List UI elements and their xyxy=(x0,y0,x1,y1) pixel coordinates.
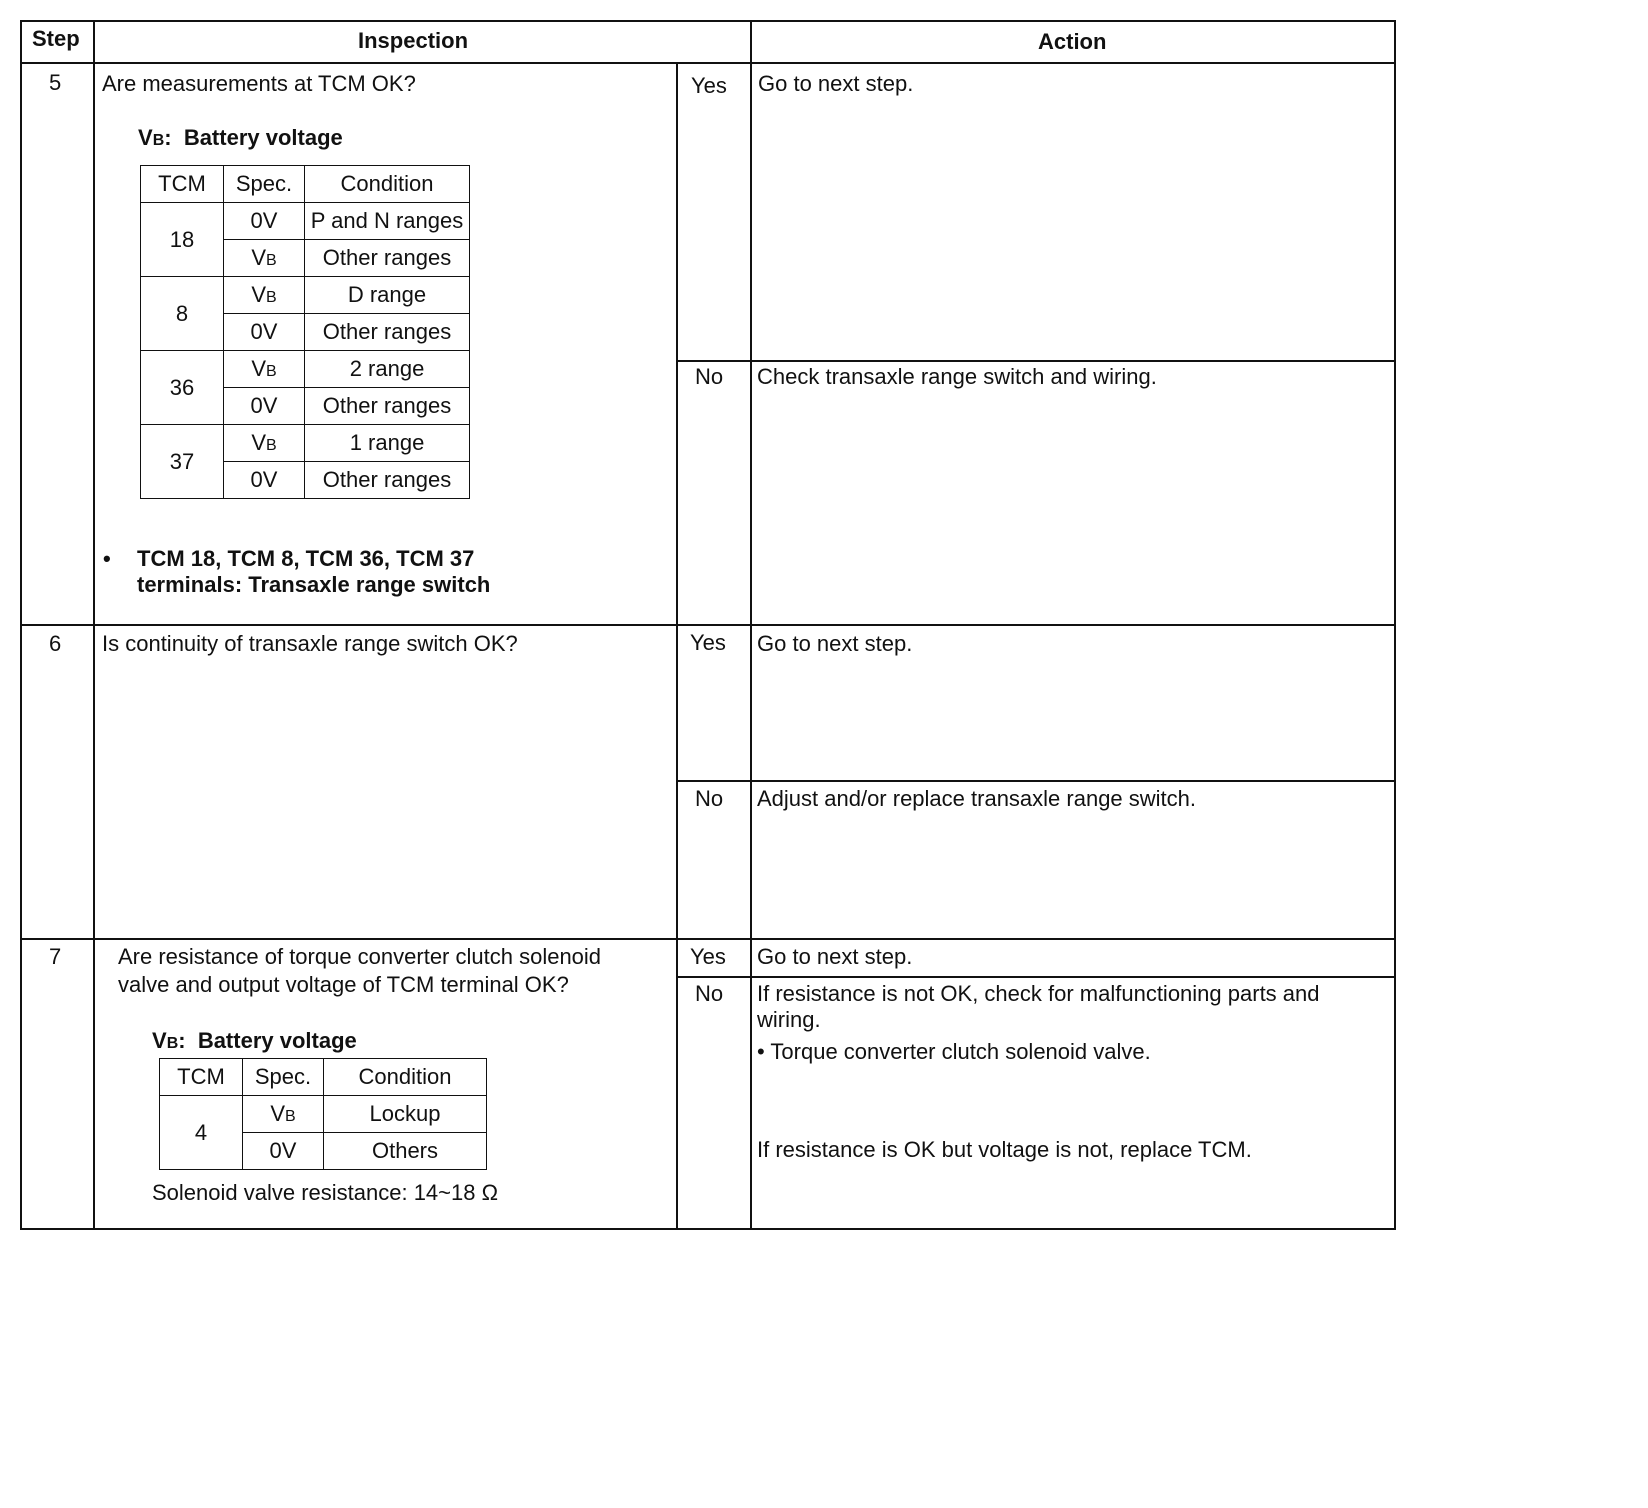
condition-cell: Other ranges xyxy=(305,388,470,425)
tcm-spec-table xyxy=(140,165,470,499)
yes-action: Go to next step. xyxy=(757,631,913,656)
condition-cell: 1 range xyxy=(305,425,470,462)
col-header-tcm: TCM xyxy=(141,166,224,203)
col-header-tcm: TCM xyxy=(160,1059,243,1096)
tcm-terminal: 8 xyxy=(141,277,224,351)
condition-cell: P and N ranges xyxy=(305,203,470,240)
tcm-terminal: 18 xyxy=(141,203,224,277)
header-inspection: Inspection xyxy=(358,28,469,53)
vb-legend xyxy=(152,1028,357,1054)
step-number: 5 xyxy=(49,70,62,95)
row7-yes-no-divider xyxy=(676,976,1396,978)
yes-label: Yes xyxy=(690,944,726,969)
inspection-question: Are resistance of torque converter clutch solenoid xyxy=(118,944,602,969)
tcm-terminal: 36 xyxy=(141,351,224,425)
spec-cell: 0V xyxy=(224,462,305,499)
no-label: No xyxy=(695,364,724,389)
condition-cell: Other ranges xyxy=(305,314,470,351)
vb-value: Battery voltage xyxy=(183,125,343,150)
table-row xyxy=(160,1096,487,1133)
note-line: terminals: Transaxle range switch xyxy=(137,572,491,597)
condition-cell: Lockup xyxy=(324,1096,487,1133)
no-action: Check transaxle range switch and wiring. xyxy=(757,364,1157,389)
col-header-spec: Spec. xyxy=(243,1059,324,1096)
no-action: wiring. xyxy=(757,1007,821,1032)
col-header-condition: Condition xyxy=(305,166,470,203)
row5-bottom-border xyxy=(20,624,1396,626)
condition-cell: Other ranges xyxy=(305,240,470,277)
spec-cell: 0V xyxy=(243,1133,324,1170)
step-number: 7 xyxy=(49,944,62,969)
no-label: No xyxy=(695,786,724,811)
table-left-border xyxy=(20,20,22,1230)
table-header-row xyxy=(160,1059,487,1096)
yesno-column-border xyxy=(676,62,678,1230)
yes-label: Yes xyxy=(690,630,726,655)
spec-cell: 0V xyxy=(224,203,305,240)
yes-action: Go to next step. xyxy=(758,71,914,96)
tcm-terminal: 37 xyxy=(141,425,224,499)
vb-label: VB: xyxy=(152,1028,186,1053)
condition-cell: Other ranges xyxy=(305,462,470,499)
table-row xyxy=(141,203,470,240)
inspection-question: valve and output voltage of TCM terminal OK? xyxy=(118,972,569,997)
no-action: Adjust and/or replace transaxle range switch. xyxy=(757,786,1197,811)
header-action: Action xyxy=(1038,29,1107,54)
row6-bottom-border xyxy=(20,938,1396,940)
table-row xyxy=(141,425,470,462)
inspection-question: Are measurements at TCM OK? xyxy=(102,71,416,96)
condition-cell: Others xyxy=(324,1133,487,1170)
yes-label: Yes xyxy=(691,73,727,98)
condition-cell: 2 range xyxy=(305,351,470,388)
action-column-border xyxy=(750,20,752,1230)
no-action: If resistance is not OK, check for malfunctioning parts and xyxy=(757,981,1320,1006)
step-number: 6 xyxy=(49,631,62,656)
yes-action: Go to next step. xyxy=(757,944,913,969)
resistance-spec: Solenoid valve resistance: 14~18 Ω xyxy=(152,1180,499,1205)
row6-yes-no-divider xyxy=(676,780,1396,782)
no-action-bullet: • Torque converter clutch solenoid valve. xyxy=(757,1039,1151,1064)
col-header-condition: Condition xyxy=(324,1059,487,1096)
spec-cell: VB xyxy=(224,277,305,314)
header-step: Step xyxy=(32,26,80,51)
spec-cell: VB xyxy=(224,240,305,277)
spec-cell: 0V xyxy=(224,388,305,425)
note-line: TCM 18, TCM 8, TCM 36, TCM 37 xyxy=(137,546,475,571)
spec-cell: VB xyxy=(224,425,305,462)
tcm-terminal: 4 xyxy=(160,1096,243,1170)
tcm-spec-table xyxy=(159,1058,487,1170)
no-action: If resistance is OK but voltage is not, replace TCM. xyxy=(757,1137,1252,1162)
step-column-border xyxy=(93,20,95,1230)
header-bottom-border xyxy=(20,62,1396,64)
no-label: No xyxy=(695,981,724,1006)
row5-yes-no-divider xyxy=(676,360,1396,362)
table-right-border xyxy=(1394,20,1396,1230)
table-bottom-border xyxy=(20,1228,1396,1230)
vb-label: VB: xyxy=(138,125,172,150)
spec-cell: VB xyxy=(243,1096,324,1133)
col-header-spec: Spec. xyxy=(224,166,305,203)
bullet-marker: • xyxy=(103,546,111,571)
condition-cell: D range xyxy=(305,277,470,314)
spec-cell: 0V xyxy=(224,314,305,351)
table-top-border xyxy=(20,20,1396,22)
table-row xyxy=(141,351,470,388)
table-row xyxy=(141,277,470,314)
vb-legend xyxy=(138,125,343,151)
spec-cell: VB xyxy=(224,351,305,388)
inspection-question: Is continuity of transaxle range switch OK? xyxy=(102,631,518,656)
table-header-row xyxy=(141,166,470,203)
vb-value: Battery voltage xyxy=(197,1028,357,1053)
